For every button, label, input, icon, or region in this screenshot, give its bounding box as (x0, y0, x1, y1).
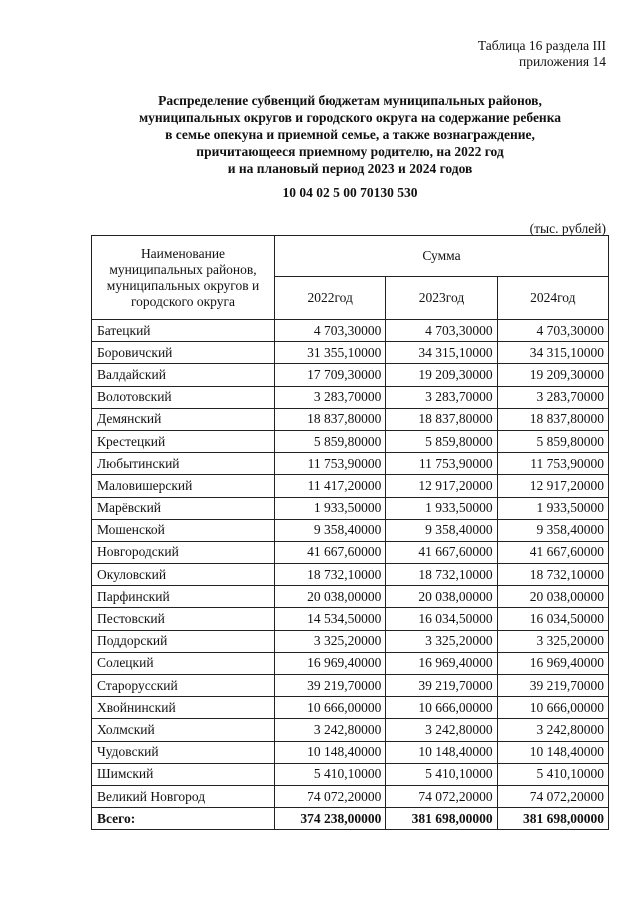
amount-2023-cell: 39 219,70000 (386, 675, 497, 697)
amount-2022-cell: 3 242,80000 (275, 719, 386, 741)
amount-2022-cell: 4 703,30000 (275, 320, 386, 342)
district-name-cell: Пестовский (92, 608, 275, 630)
table-row (92, 564, 609, 586)
amount-2024-cell: 74 072,20000 (497, 785, 608, 807)
table-row (92, 320, 609, 342)
amount-2023-cell: 18 837,80000 (386, 408, 497, 430)
district-name-cell: Боровичский (92, 342, 275, 364)
amount-2024-cell: 39 219,70000 (497, 675, 608, 697)
table-row (92, 719, 609, 741)
amount-2024-cell: 10 666,00000 (497, 697, 608, 719)
amount-2024-cell: 18 837,80000 (497, 408, 608, 430)
amount-2023-cell: 3 283,70000 (386, 386, 497, 408)
district-name-cell: Маловишерский (92, 475, 275, 497)
table-row (92, 519, 609, 541)
document-title (60, 92, 640, 177)
title-line: и на плановый период 2023 и 2024 годов (227, 161, 473, 176)
table-row (92, 652, 609, 674)
district-name-cell: Великий Новгород (92, 785, 275, 807)
district-name-cell: Марёвский (92, 497, 275, 519)
amount-2024-cell: 41 667,60000 (497, 541, 608, 563)
district-name-cell: Шимский (92, 763, 275, 785)
table-row (92, 364, 609, 386)
table-row (92, 541, 609, 563)
amount-2022-cell: 18 837,80000 (275, 408, 386, 430)
amount-2023-cell: 3 242,80000 (386, 719, 497, 741)
amount-2024-cell: 10 148,40000 (497, 741, 608, 763)
table-row (92, 697, 609, 719)
table-row (92, 785, 609, 807)
table-reference-line2: приложения 14 (518, 54, 606, 69)
amount-2023-cell: 41 667,60000 (386, 541, 497, 563)
amount-2023-cell: 5 859,80000 (386, 430, 497, 452)
amount-2024-cell: 34 315,10000 (497, 342, 608, 364)
district-name-cell: Поддорский (92, 630, 275, 652)
amount-2023-cell: 4 703,30000 (386, 320, 497, 342)
amount-2022-cell: 9 358,40000 (275, 519, 386, 541)
amount-2023-cell: 1 933,50000 (386, 497, 497, 519)
district-name-cell: Старорусский (92, 675, 275, 697)
table-row (92, 675, 609, 697)
title-line: причитающееся приемному родителю, на 2022 год (196, 144, 504, 159)
amount-2023-cell: 16 034,50000 (386, 608, 497, 630)
amount-2024-cell: 5 859,80000 (497, 430, 608, 452)
amount-2023-cell: 9 358,40000 (386, 519, 497, 541)
amount-2023-cell: 10 666,00000 (386, 697, 497, 719)
amount-2024-cell: 16 969,40000 (497, 652, 608, 674)
amount-2023-cell: 19 209,30000 (386, 364, 497, 386)
amount-2022-cell: 39 219,70000 (275, 675, 386, 697)
amount-2023-cell: 20 038,00000 (386, 586, 497, 608)
amount-2022-cell: 10 666,00000 (275, 697, 386, 719)
amount-2024-cell: 20 038,00000 (497, 586, 608, 608)
amount-2022-cell: 3 283,70000 (275, 386, 386, 408)
table-row (92, 763, 609, 785)
district-name-cell: Холмский (92, 719, 275, 741)
amount-2022-cell: 17 709,30000 (275, 364, 386, 386)
table-row (92, 497, 609, 519)
district-name-cell: Крестецкий (92, 430, 275, 452)
amount-2022-cell: 31 355,10000 (275, 342, 386, 364)
amount-2023-cell: 34 315,10000 (386, 342, 497, 364)
table-row (92, 475, 609, 497)
district-name-cell: Любытинский (92, 453, 275, 475)
amount-2024-cell: 381 698,00000 (497, 808, 608, 830)
title-line: муниципальных округов и городского округа на содержание ребенка (138, 110, 562, 125)
district-name-cell: Окуловский (92, 564, 275, 586)
budget-classification-code: 10 04 02 5 00 70130 530 (282, 185, 418, 200)
district-name-cell: Волотовский (92, 386, 275, 408)
year-column-header: 2023год (386, 277, 497, 320)
amount-2023-cell: 3 325,20000 (386, 630, 497, 652)
amount-2024-cell: 9 358,40000 (497, 519, 608, 541)
amount-2024-cell: 5 410,10000 (497, 763, 608, 785)
district-name-cell: Чудовский (92, 741, 275, 763)
amount-2024-cell: 19 209,30000 (497, 364, 608, 386)
table-row (92, 342, 609, 364)
amount-2023-cell: 12 917,20000 (386, 475, 497, 497)
table-row (92, 453, 609, 475)
district-name-cell: Парфинский (92, 586, 275, 608)
table-body (92, 320, 609, 830)
amount-2023-cell: 16 969,40000 (386, 652, 497, 674)
subvention-table (91, 235, 609, 830)
amount-2024-cell: 12 917,20000 (497, 475, 608, 497)
district-name-cell: Мошенской (92, 519, 275, 541)
year-column-header: 2022год (275, 277, 386, 320)
district-name-cell: Хвойнинский (92, 697, 275, 719)
amount-2022-cell: 18 732,10000 (275, 564, 386, 586)
name-column-header: Наименование муниципальных районов, муниципальных округов и городского округа (92, 236, 275, 320)
table-header-row (92, 236, 609, 277)
table-row (92, 586, 609, 608)
table-row (92, 630, 609, 652)
amount-2023-cell: 381 698,00000 (386, 808, 497, 830)
amount-2022-cell: 374 238,00000 (275, 808, 386, 830)
amount-2023-cell: 74 072,20000 (386, 785, 497, 807)
district-name-cell: Батецкий (92, 320, 275, 342)
amount-2022-cell: 1 933,50000 (275, 497, 386, 519)
district-name-cell: Всего: (92, 808, 275, 830)
year-column-header: 2024год (497, 277, 608, 320)
amount-2022-cell: 5 410,10000 (275, 763, 386, 785)
district-name-cell: Валдайский (92, 364, 275, 386)
amount-2023-cell: 5 410,10000 (386, 763, 497, 785)
amount-2023-cell: 11 753,90000 (386, 453, 497, 475)
sum-column-header: Сумма (275, 236, 609, 277)
table-row (92, 608, 609, 630)
amount-2024-cell: 18 732,10000 (497, 564, 608, 586)
amount-2024-cell: 1 933,50000 (497, 497, 608, 519)
amount-2024-cell: 16 034,50000 (497, 608, 608, 630)
table-total-row (92, 808, 609, 830)
district-name-cell: Солецкий (92, 652, 275, 674)
table-row (92, 408, 609, 430)
table-reference-line1: Таблица 16 раздела III (477, 38, 606, 53)
amount-2022-cell: 11 417,20000 (275, 475, 386, 497)
amount-2023-cell: 10 148,40000 (386, 741, 497, 763)
amount-2024-cell: 3 325,20000 (497, 630, 608, 652)
amount-2024-cell: 4 703,30000 (497, 320, 608, 342)
amount-2022-cell: 16 969,40000 (275, 652, 386, 674)
table-row (92, 386, 609, 408)
title-line: в семье опекуна и приемной семье, а также вознаграждение, (165, 127, 535, 142)
table-reference (478, 38, 606, 70)
unit-label: (тыс. рублей) (529, 221, 606, 236)
title-line: Распределение субвенций бюджетам муниципальных районов, (158, 93, 542, 108)
amount-2024-cell: 11 753,90000 (497, 453, 608, 475)
table-row (92, 741, 609, 763)
amount-2024-cell: 3 242,80000 (497, 719, 608, 741)
amount-2023-cell: 18 732,10000 (386, 564, 497, 586)
amount-2022-cell: 11 753,90000 (275, 453, 386, 475)
amount-2022-cell: 41 667,60000 (275, 541, 386, 563)
amount-2022-cell: 20 038,00000 (275, 586, 386, 608)
amount-2022-cell: 3 325,20000 (275, 630, 386, 652)
amount-2022-cell: 74 072,20000 (275, 785, 386, 807)
table-row (92, 430, 609, 452)
amount-2022-cell: 14 534,50000 (275, 608, 386, 630)
district-name-cell: Демянский (92, 408, 275, 430)
amount-2024-cell: 3 283,70000 (497, 386, 608, 408)
amount-2022-cell: 10 148,40000 (275, 741, 386, 763)
district-name-cell: Новгородский (92, 541, 275, 563)
amount-2022-cell: 5 859,80000 (275, 430, 386, 452)
